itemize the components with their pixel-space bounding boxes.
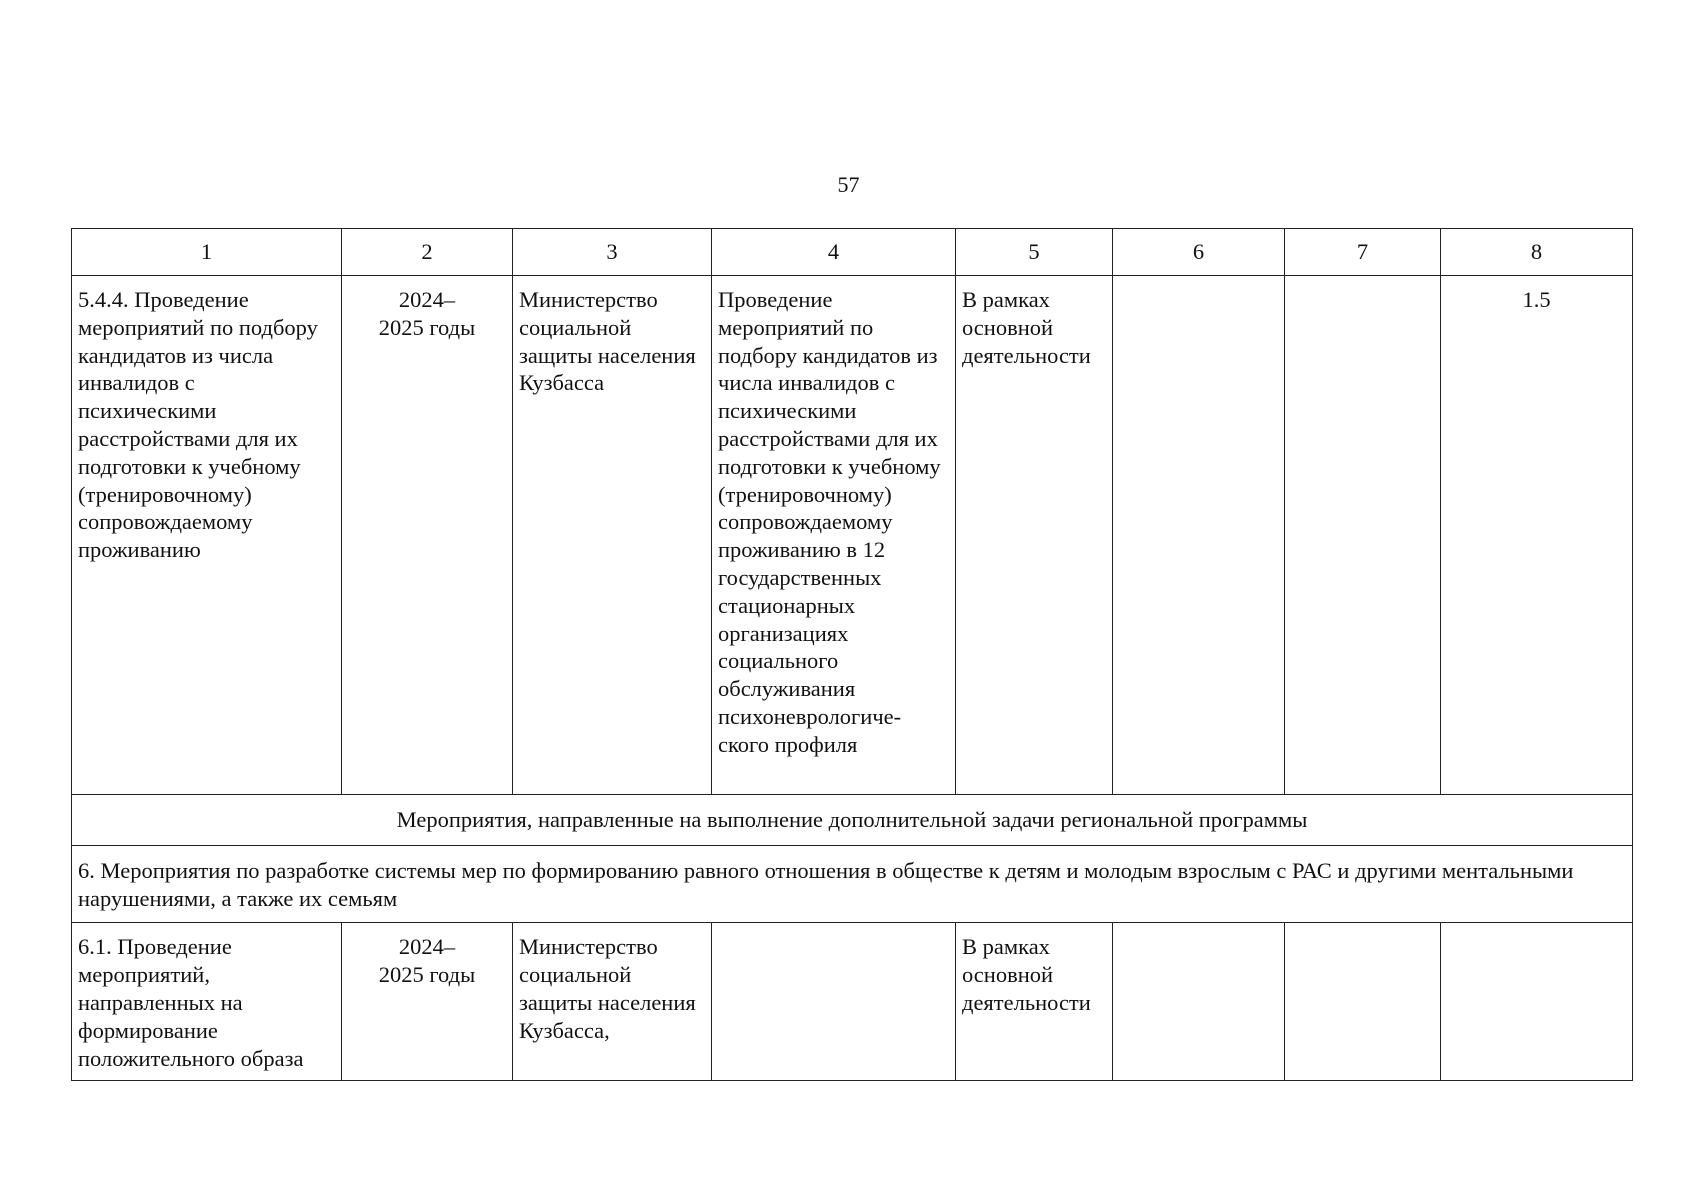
funding-cell: В рамках основной деятельности — [956, 276, 1113, 795]
executor-cell: Министерство социальной защиты населения Кузбасса, — [513, 923, 712, 1081]
column-header-4: 4 — [712, 229, 956, 276]
column-header-5: 5 — [956, 229, 1113, 276]
cell-col-6 — [1113, 276, 1285, 795]
column-header-7: 7 — [1285, 229, 1441, 276]
task-heading: 6. Мероприятия по разработке системы мер по формированию равного отношения в обществе к детям и молодым взрослым с РАС и другими ментальными нарушениями, а также их семьям — [72, 845, 1633, 923]
column-header-1: 1 — [72, 229, 342, 276]
indicator-link-cell: 1.5 — [1441, 276, 1633, 795]
result-cell: Проведение мероприятий по подбору кандидатов из числа инвалидов с психическими расстройствами для их подготовки к учебному (тренировочному) сопровождаемому проживанию в 12 государственных стационарных организациях социального обслуживания психоневрологиче-ского профиля — [712, 276, 956, 795]
column-header-2: 2 — [342, 229, 513, 276]
cell-col-7 — [1285, 276, 1441, 795]
cell-col-7 — [1285, 923, 1441, 1081]
column-header-3: 3 — [513, 229, 712, 276]
column-header-6: 6 — [1113, 229, 1285, 276]
cell-col-6 — [1113, 923, 1285, 1081]
measure-name-cell: 5.4.4. Проведение мероприятий по подбору кандидатов из числа инвалидов с психическими расстройствами для их подготовки к учебному (тренировочному) сопровождаемому проживанию — [72, 276, 342, 795]
section-heading-row — [72, 795, 1633, 846]
task-heading-row — [72, 845, 1633, 923]
indicator-link-cell — [1441, 923, 1633, 1081]
executor-cell: Министерство социальной защиты населения Кузбасса — [513, 276, 712, 795]
period-cell: 2024– 2025 годы — [342, 923, 513, 1081]
funding-cell: В рамках основной деятельности — [956, 923, 1113, 1081]
measures-table — [71, 228, 1633, 1081]
column-number-row — [72, 229, 1633, 276]
table-row — [72, 923, 1633, 1081]
section-heading: Мероприятия, направленные на выполнение дополнительной задачи региональной программы — [72, 795, 1633, 846]
result-cell — [712, 923, 956, 1081]
page-number: 57 — [837, 172, 860, 197]
table-row — [72, 276, 1633, 795]
measure-name-cell: 6.1. Проведение мероприятий, направленных на формирование положительного образа — [72, 923, 342, 1081]
period-cell: 2024– 2025 годы — [342, 276, 513, 795]
column-header-8: 8 — [1441, 229, 1633, 276]
